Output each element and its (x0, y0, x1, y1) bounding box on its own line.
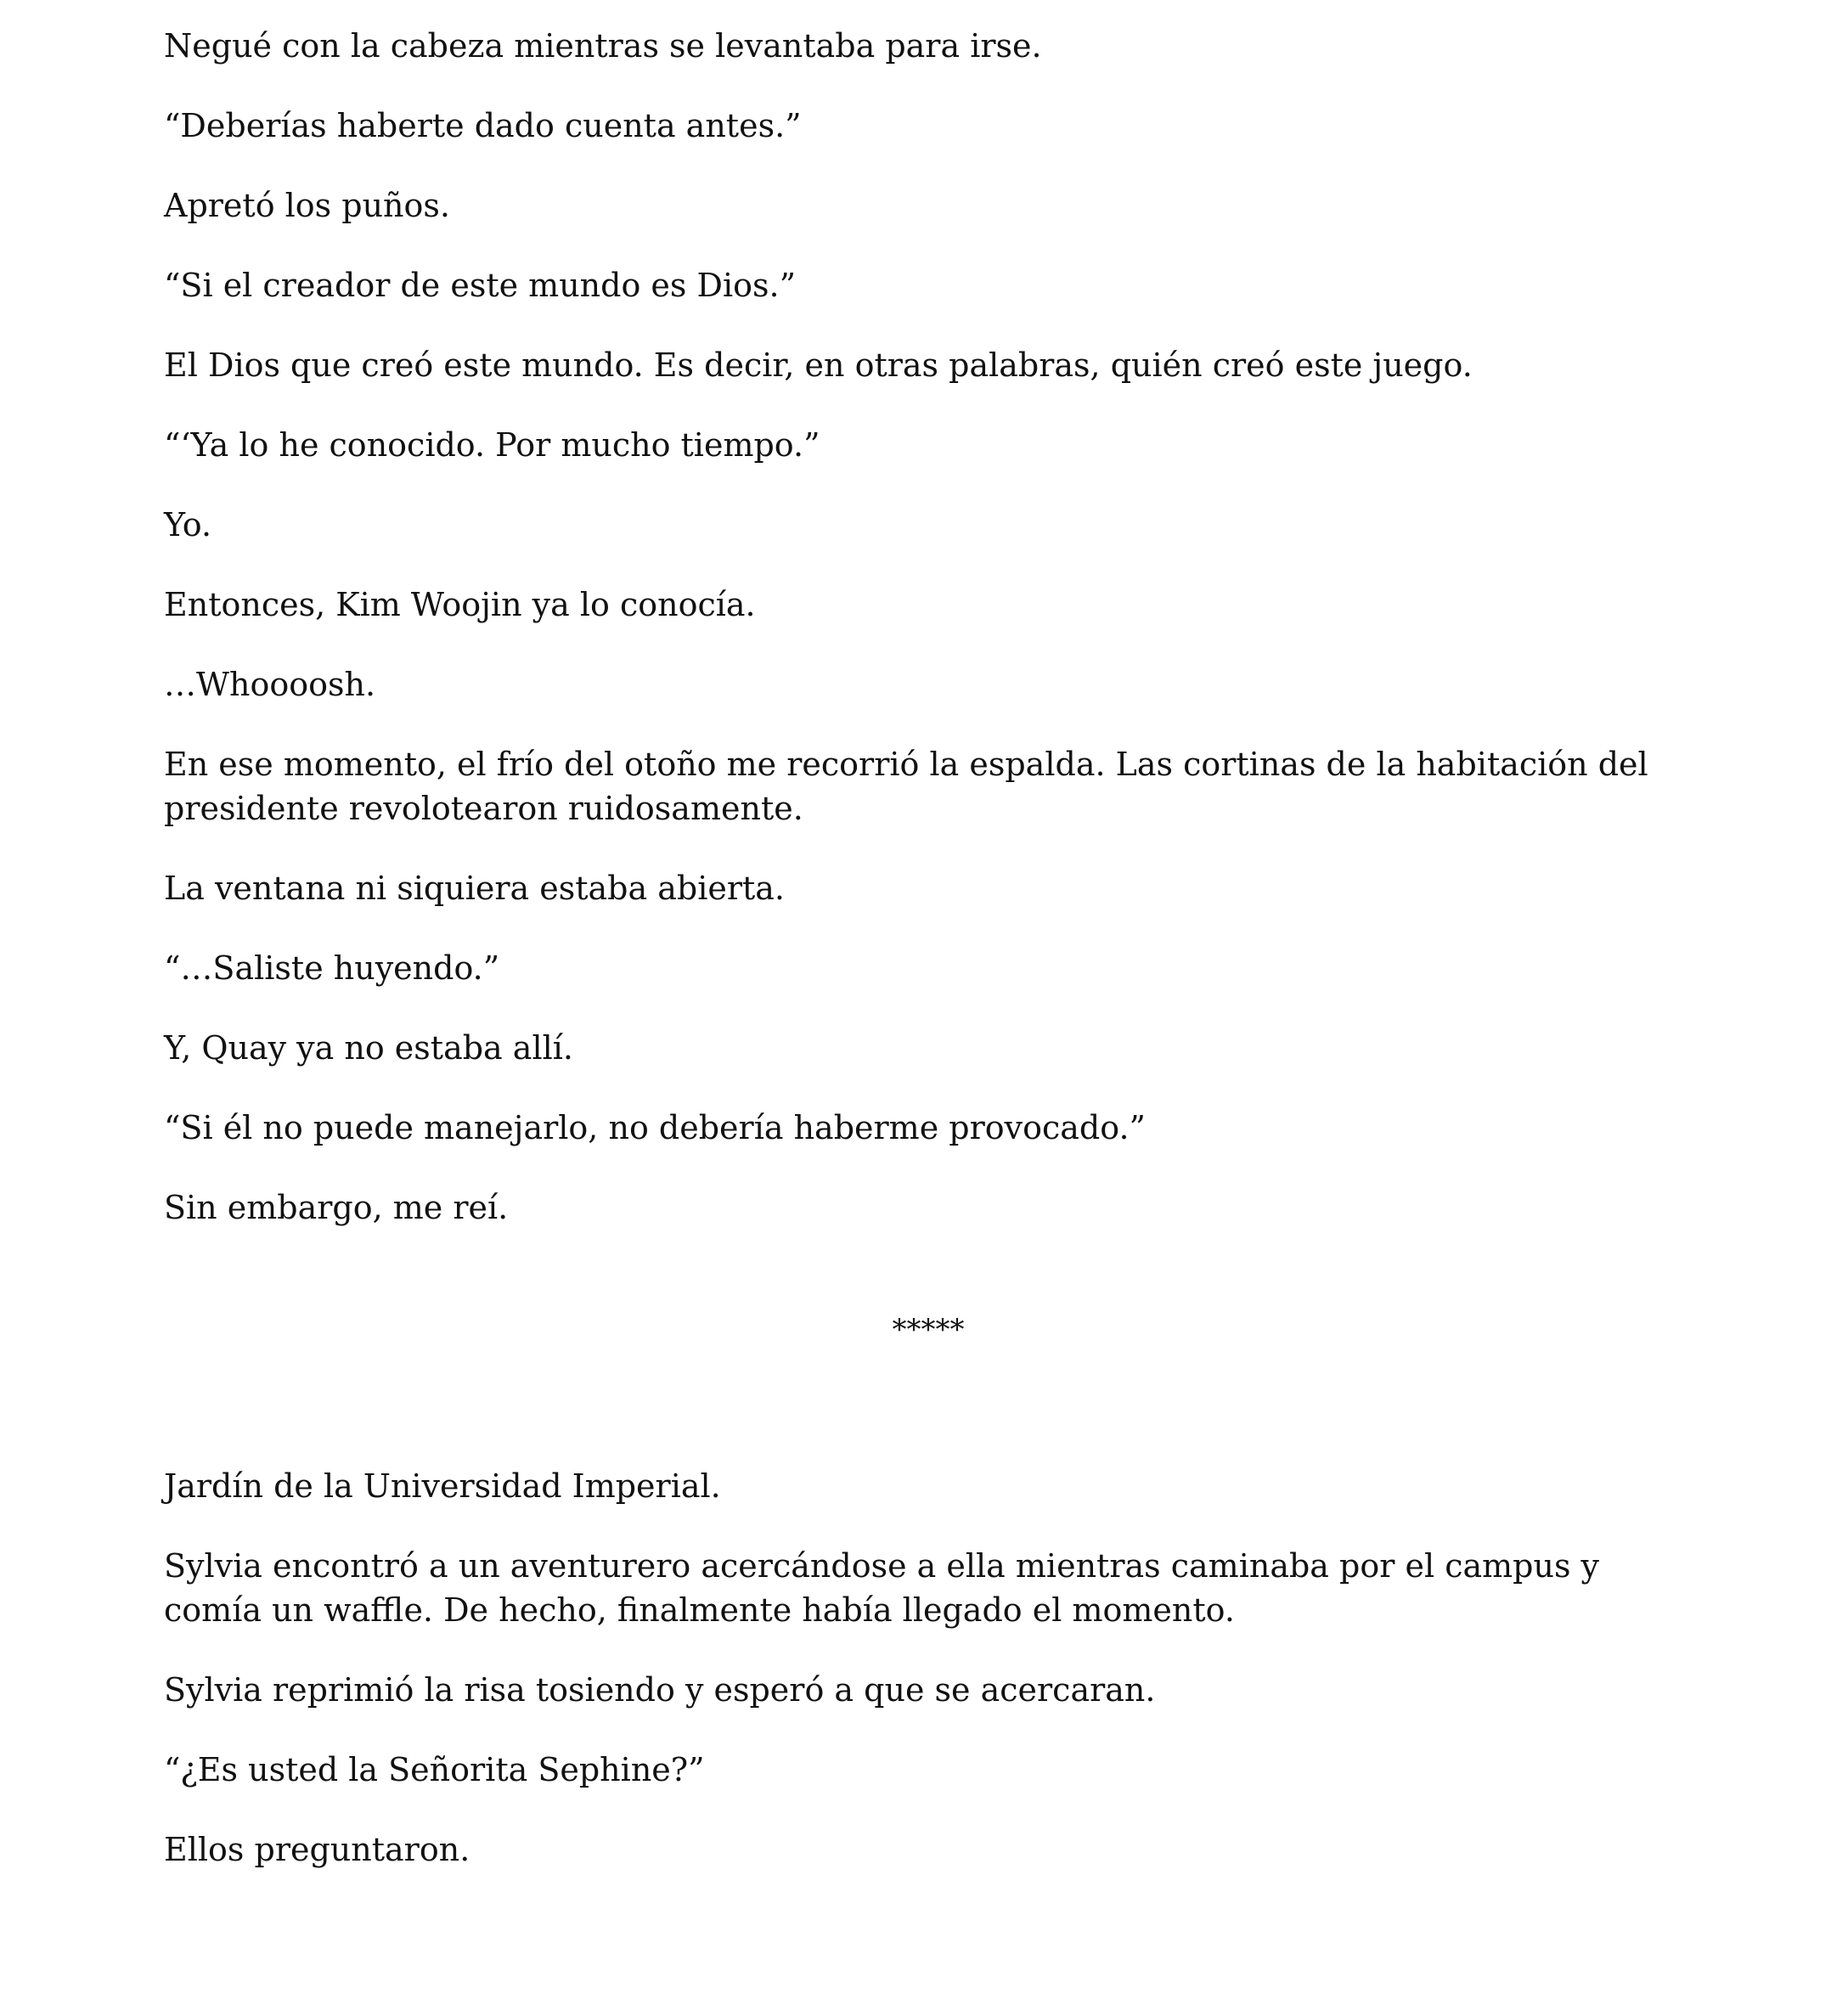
scene-separator: ***** (892, 1313, 965, 1347)
paragraph: Sin embargo, me reí. (164, 1189, 509, 1226)
paragraph: Negué con la cabeza mientras se levantaba para irse. (164, 27, 1042, 65)
paragraph: Apretó los puños. (164, 187, 450, 224)
paragraph: Y, Quay ya no estaba allí. (164, 1029, 573, 1067)
paragraph: “¿Es usted la Señorita Sephine?” (164, 1751, 705, 1788)
paragraph: “…Saliste huyendo.” (164, 949, 500, 987)
paragraph: Entonces, Kim Woojin ya lo conocía. (164, 586, 756, 623)
paragraph: …Whoooosh. (164, 666, 376, 703)
paragraph: Ellos preguntaron. (164, 1831, 470, 1868)
document-body (164, 24, 1693, 1907)
section-1 (164, 24, 1693, 1230)
paragraph: Yo. (164, 506, 212, 543)
section-2 (164, 1464, 1693, 1872)
paragraph: “Si él no puede manejarlo, no debería haberme provocado.” (164, 1109, 1146, 1146)
paragraph: Sylvia reprimió la risa tosiendo y esperó a que se acercaran. (164, 1671, 1156, 1709)
paragraph: En ese momento, el frío del otoño me recorrió la espalda. Las cortinas de la habitación del presidente revolotearon ruidosamente. (164, 746, 1648, 827)
paragraph: “Deberías haberte dado cuenta antes.” (164, 107, 802, 144)
paragraph: El Dios que creó este mundo. Es decir, en otras palabras, quién creó este juego. (164, 346, 1473, 384)
paragraph: La ventana ni siquiera estaba abierta. (164, 870, 785, 907)
paragraph: Sylvia encontró a un aventurero acercándose a ella mientras caminaba por el campus y comía un waffle. De hecho, finalmente había llegado el momento. (164, 1547, 1600, 1629)
paragraph: “Si el creador de este mundo es Dios.” (164, 267, 797, 304)
paragraph: Jardín de la Universidad Imperial. (164, 1467, 721, 1505)
paragraph: “‘Ya lo he conocido. Por mucho tiempo.” (164, 426, 820, 464)
